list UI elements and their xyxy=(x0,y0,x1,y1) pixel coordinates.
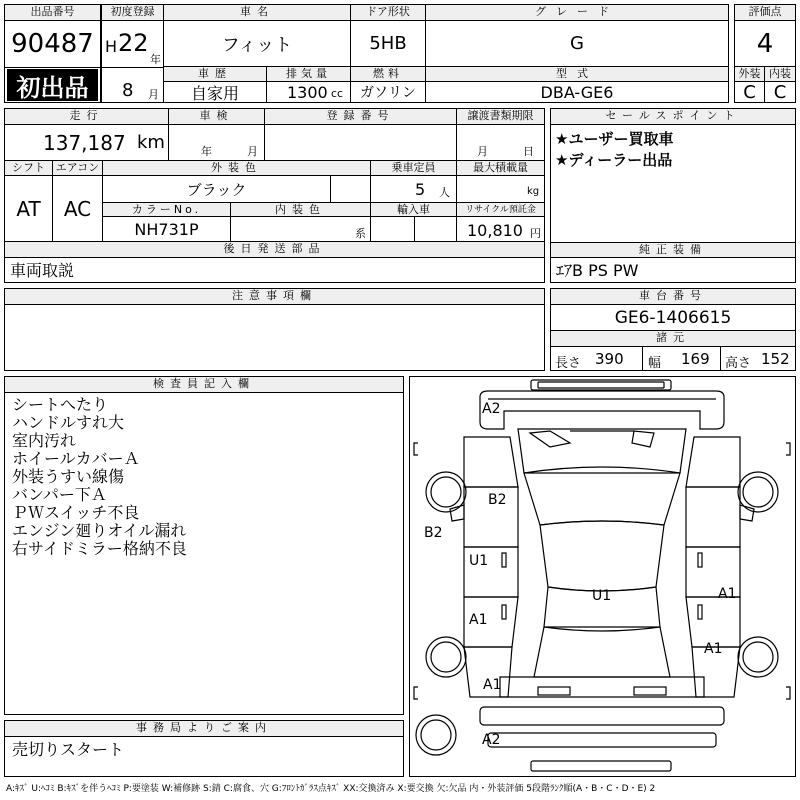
int-score: C xyxy=(773,82,787,102)
regno-cell xyxy=(265,125,457,161)
displacement: 1300 xyxy=(287,83,328,102)
doc-label: 譲渡書類期限 xyxy=(457,109,544,125)
int-label: 内装 xyxy=(765,67,795,82)
intcolor-label: 内装色 xyxy=(231,203,371,217)
caution-label: 注意事項欄 xyxy=(5,289,544,305)
history-label: 車歴 xyxy=(164,67,267,82)
reg-year: 22 xyxy=(118,29,149,57)
legend-footer: A:ｷｽﾞ U:ﾍｺﾐ B:ｷｽﾞを伴うﾍｺﾐ P:要塗装 W:補修跡 S:錆 C:腐食、穴 G:ﾌﾛﾝﾄｶﾞﾗｽ点ｷｽﾞ XX:交換済み X:要交換 欠:欠品 内・外装評価 5段階ﾗﾝｸ順(A・B・C・D・E) 2 xyxy=(6,784,656,794)
chassis-box xyxy=(550,288,796,371)
doc-cell xyxy=(457,125,544,161)
door-label: ドア形状 xyxy=(351,5,426,21)
year-unit: 年 xyxy=(150,53,161,66)
model-label: 型式 xyxy=(426,67,728,82)
fuel-label: 燃料 xyxy=(351,67,426,82)
reg-era: H xyxy=(105,37,118,56)
damage-mark-front-bumper: A2 xyxy=(482,401,501,417)
shift-label: シフト xyxy=(5,161,53,176)
height-cell xyxy=(721,347,795,370)
model-code: DBA-GE6 xyxy=(540,82,614,102)
width-cell xyxy=(643,347,721,370)
recycle-label: リサイクル預託金 xyxy=(457,203,544,217)
disp-cell xyxy=(267,82,351,102)
capacity: 5 xyxy=(415,180,426,199)
chassis-label: 車台番号 xyxy=(551,289,795,305)
later-label: 後日発送部品 xyxy=(5,242,544,258)
header-main xyxy=(101,4,729,103)
ext-score: C xyxy=(735,82,765,102)
import-cell-b xyxy=(415,217,457,242)
capacity-label: 乗車定員 xyxy=(371,161,457,176)
reg-year-cell xyxy=(102,21,164,67)
inspect-label: 車検 xyxy=(169,109,265,125)
reg-label: 初度登録 xyxy=(102,5,164,21)
inspector-box xyxy=(4,376,404,715)
length-label: 長さ xyxy=(555,356,582,370)
shift: AT xyxy=(5,176,53,242)
recycle: 10,810 xyxy=(467,221,523,240)
grade-label: グレード xyxy=(426,5,728,21)
reg-month-cell xyxy=(102,67,164,102)
sales-points: ★ユーザー買取車 ★ディーラー出品 xyxy=(555,130,674,169)
inspect-cell xyxy=(169,125,265,161)
load-label: 最大積載量 xyxy=(457,161,544,176)
width: 169 xyxy=(681,350,710,368)
dims-label: 諸元 xyxy=(551,331,795,347)
disp-unit: cc xyxy=(331,87,344,100)
inspect-month-unit: 月 xyxy=(247,145,258,158)
mileage-label: 走行 xyxy=(5,109,169,125)
ext-label: 外装 xyxy=(735,67,765,82)
intcolor-cell xyxy=(231,217,371,242)
length: 390 xyxy=(595,350,624,368)
car-outline-graphic xyxy=(410,377,795,776)
sales-label: セールスポイント xyxy=(551,109,795,125)
info-block xyxy=(4,108,545,283)
import-cell-a xyxy=(371,217,415,242)
later-parts: 車両取説 xyxy=(10,261,75,280)
damage-mark-right-rear-door: A1 xyxy=(718,586,737,602)
mileage-cell xyxy=(5,125,169,161)
load-unit: kg xyxy=(527,186,540,197)
ac: AC xyxy=(53,176,103,242)
colorno: NH731P xyxy=(103,217,231,242)
damage-mark-right-quarter: A1 xyxy=(704,641,723,657)
equipment: ｴｱB PS PW xyxy=(556,261,639,280)
regno-label: 登録番号 xyxy=(265,109,457,125)
colorno-label: カラーNo. xyxy=(103,203,231,217)
damage-mark-left-quarter: A1 xyxy=(483,677,502,693)
score-box xyxy=(734,4,796,103)
width-label: 幅 xyxy=(648,356,662,370)
length-cell xyxy=(551,347,643,370)
car-name: フィット xyxy=(164,21,351,67)
import-label: 輸入車 xyxy=(371,203,457,217)
damage-mark-roof: U1 xyxy=(592,588,612,604)
name-label: 車名 xyxy=(164,5,351,21)
load-cell xyxy=(457,176,544,203)
damage-mark-left-front-door: U1 xyxy=(469,553,489,569)
score-label: 評価点 xyxy=(735,5,795,21)
lot-number: 90487 xyxy=(5,21,100,68)
mileage: 137,187 xyxy=(43,131,126,155)
reg-month: 8 xyxy=(122,80,134,101)
fuel: ガソリン xyxy=(351,82,426,102)
damage-mark-left-rear-door: A1 xyxy=(469,612,488,628)
grade: G xyxy=(426,21,728,67)
first-listing-badge: 初出品 xyxy=(7,69,98,101)
inspector-notes: シートへたり ハンドルすれ大 室内汚れ ホイールカバーＡ 外装うすい線傷 バンパー下Ａ ＰＷスイッチ不良 エンジン廻りオイル漏れ 右サイドミラー格納不良 xyxy=(12,395,187,558)
office-text: 売切りスタート xyxy=(12,740,125,759)
height: 152 xyxy=(761,350,790,368)
history: 自家用 xyxy=(164,82,267,102)
capacity-unit: 人 xyxy=(439,186,450,199)
color-label: 外装色 xyxy=(103,161,371,176)
car-diagram xyxy=(409,376,796,777)
lot-label: 出品番号 xyxy=(5,5,100,21)
door-type: 5HB xyxy=(351,21,426,67)
doc-month-unit: 月 xyxy=(477,145,488,158)
inspect-year-unit: 年 xyxy=(201,145,212,158)
inspector-label: 検査員記入欄 xyxy=(5,377,403,393)
mileage-unit: km xyxy=(137,132,165,153)
height-label: 高さ xyxy=(725,356,752,370)
doc-day-unit: 日 xyxy=(523,145,534,158)
damage-mark-left-fender: B2 xyxy=(488,492,507,508)
caution-text xyxy=(5,307,545,311)
recycle-unit: 円 xyxy=(530,227,541,240)
capacity-cell xyxy=(371,176,457,203)
month-unit: 月 xyxy=(148,88,159,101)
caution-box xyxy=(4,288,545,371)
score: 4 xyxy=(735,21,795,67)
intcolor-suffix: 系 xyxy=(355,227,366,240)
damage-mark-rear-bumper: A2 xyxy=(482,732,501,748)
color: ブラック xyxy=(103,176,331,203)
disp-label: 排気量 xyxy=(267,67,351,82)
ac-label: エアコン xyxy=(53,161,103,176)
equip-label: 純正装備 xyxy=(551,242,795,258)
damage-mark-left-mirror: B2 xyxy=(424,525,443,541)
color-blank xyxy=(331,176,371,203)
lot-box xyxy=(4,4,101,103)
sales-box xyxy=(550,108,796,283)
recycle-cell xyxy=(457,217,544,242)
header-block xyxy=(4,4,796,103)
office-label: 事務局よりご案内 xyxy=(5,721,403,737)
chassis-number: GE6-1406615 xyxy=(551,305,795,331)
office-box xyxy=(4,720,404,777)
